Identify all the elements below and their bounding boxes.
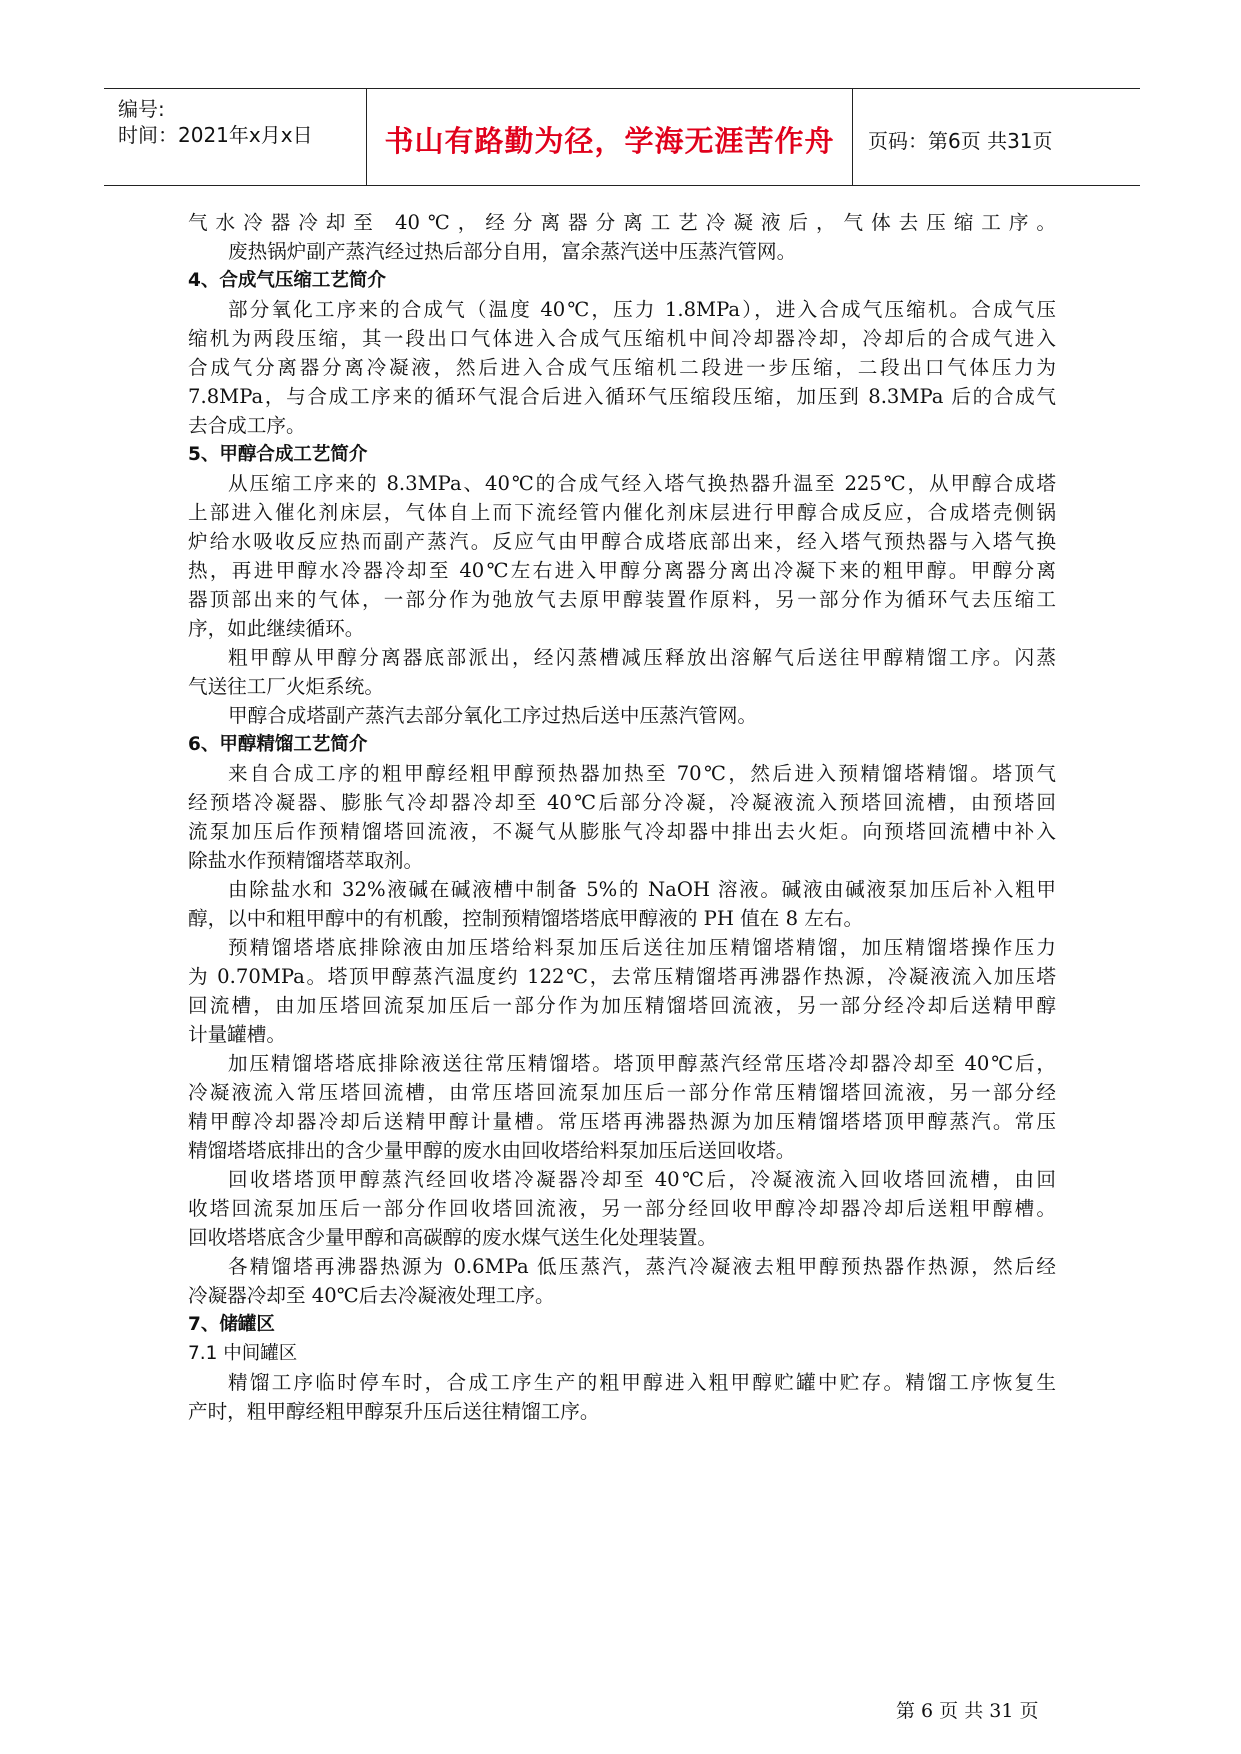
page-header [104, 88, 1140, 186]
body-text-line: 序，如此继续循环。 [188, 617, 365, 640]
section-heading: 4、合成气压缩工艺简介 [188, 270, 386, 291]
document-number-label: 编号: [118, 97, 165, 121]
body-text-line: 各精馏塔再沸器热源为 0.6MPa 低压蒸汽，蒸汽冷凝液去粗甲醇预热器作热源，然后经 [228, 1255, 1056, 1278]
body-text-line: 部分氧化工序来的合成气（温度 40℃，压力 1.8MPa），进入合成气压缩机。合成气压 [228, 298, 1056, 321]
document-time-label: 时间：2021年x月x日 [118, 123, 313, 147]
body-text-line: 产时，粗甲醇经粗甲醇泵升压后送往精馏工序。 [188, 1400, 600, 1423]
header-info-cell [104, 89, 367, 185]
footer-page-number: 第 6 页 共 31 页 [896, 1700, 1039, 1722]
body-text-line: 为 0.70MPa。塔顶甲醇蒸汽温度约 122℃，去常压精馏塔再沸器作热源，冷凝液流入加压塔 [188, 965, 1056, 988]
header-page-cell [854, 89, 1140, 185]
body-text-line: 精甲醇冷却器冷却后送精甲醇计量槽。常压塔再沸器热源为加压精馏塔塔顶甲醇蒸汽。常压 [188, 1110, 1056, 1133]
body-text-line: 冷凝器冷却至 40℃后去冷凝液处理工序。 [188, 1284, 555, 1307]
body-text-line: 加压精馏塔塔底排除液送往常压精馏塔。塔顶甲醇蒸汽经常压塔冷却器冷却至 40℃后， [228, 1052, 1056, 1075]
body-text-line: 炉给水吸收反应热而副产蒸汽。反应气由甲醇合成塔底部出来，经入塔气预热器与入塔气换 [188, 530, 1056, 553]
header-page-number: 页码：第6页 共31页 [868, 129, 1053, 153]
document-body [188, 208, 1056, 1426]
body-text-line: 除盐水作预精馏塔萃取剂。 [188, 849, 424, 872]
body-text-line: 7.8MPa，与合成工序来的循环气混合后进入循环气压缩段压缩，加压到 8.3MPa 后的合成气 [188, 385, 1056, 408]
body-text-line: 来自合成工序的粗甲醇经粗甲醇预热器加热至 70℃，然后进入预精馏塔精馏。塔顶气 [228, 762, 1056, 785]
header-motto-cell [367, 89, 853, 185]
body-text-line: 收塔回流泵加压后一部分作回收塔回流液，另一部分经回收甲醇冷却器冷却后送粗甲醇槽。 [188, 1197, 1056, 1220]
body-text-line: 经预塔冷凝器、膨胀气冷却器冷却至 40℃后部分冷凝，冷凝液流入预塔回流槽，由预塔回 [188, 791, 1056, 814]
body-text-line: 气送往工厂火炬系统。 [188, 675, 384, 698]
body-text-line: 去合成工序。 [188, 414, 306, 437]
body-text-line: 气水冷器冷却至 40℃，经分离器分离工艺冷凝液后，气体去压缩工序。 [188, 211, 1056, 234]
body-text-line: 由除盐水和 32%液碱在碱液槽中制备 5%的 NaOH 溶液。碱液由碱液泵加压后补入粗甲 [228, 878, 1056, 901]
body-text-line: 精馏工序临时停车时，合成工序生产的粗甲醇进入粗甲醇贮罐中贮存。精馏工序恢复生 [228, 1371, 1056, 1394]
body-text-line: 回收塔塔顶甲醇蒸汽经回收塔冷凝器冷却至 40℃后，冷凝液流入回收塔回流槽，由回 [228, 1168, 1056, 1191]
section-heading: 7、储罐区 [188, 1314, 275, 1335]
body-text-line: 精馏塔塔底排出的含少量甲醇的废水由回收塔给料泵加压后送回收塔。 [188, 1139, 796, 1162]
body-text-line: 流泵加压后作预精馏塔回流液，不凝气从膨胀气冷却器中排出去火炬。向预塔回流槽中补入 [188, 820, 1056, 843]
body-text-line: 甲醇合成塔副产蒸汽去部分氧化工序过热后送中压蒸汽管网。 [228, 704, 758, 727]
body-text-line: 粗甲醇从甲醇分离器底部派出，经闪蒸槽减压释放出溶解气后送往甲醇精馏工序。闪蒸 [228, 646, 1056, 669]
body-text-line: 醇，以中和粗甲醇中的有机酸，控制预精馏塔塔底甲醇液的 PH 值在 8 左右。 [188, 907, 864, 930]
subsection-heading: 7.1 中间罐区 [188, 1343, 298, 1364]
section-heading: 6、甲醇精馏工艺简介 [188, 734, 368, 755]
body-text-line: 回收塔塔底含少量甲醇和高碳醇的废水煤气送生化处理装置。 [188, 1226, 718, 1249]
body-text-line: 冷凝液流入常压塔回流槽，由常压塔回流泵加压后一部分作常压精馏塔回流液，另一部分经 [188, 1081, 1056, 1104]
body-text-line: 回流槽，由加压塔回流泵加压后一部分作为加压精馏塔回流液，另一部分经冷却后送精甲醇 [188, 994, 1056, 1017]
section-heading: 5、甲醇合成工艺简介 [188, 444, 368, 465]
body-text-line: 废热锅炉副产蒸汽经过热后部分自用，富余蒸汽送中压蒸汽管网。 [228, 240, 797, 263]
body-text-line: 热，再进甲醇水冷器冷却至 40℃左右进入甲醇分离器分离出冷凝下来的粗甲醇。甲醇分离 [188, 559, 1056, 582]
body-text-line: 计量罐槽。 [188, 1023, 286, 1046]
header-motto: 书山有路勤为径，学海无涯苦作舟 [384, 124, 835, 158]
body-text-line: 合成气分离器分离冷凝液，然后进入合成气压缩机二段进一步压缩，二段出口气体压力为 [188, 356, 1056, 379]
body-text-line: 预精馏塔塔底排除液由加压塔给料泵加压后送往加压精馏塔精馏，加压精馏塔操作压力 [228, 936, 1056, 959]
body-text-line: 缩机为两段压缩，其一段出口气体进入合成气压缩机中间冷却器冷却，冷却后的合成气进入 [188, 327, 1056, 350]
body-text-line: 上部进入催化剂床层，气体自上而下流经管内催化剂床层进行甲醇合成反应，合成塔壳侧锅 [188, 501, 1056, 524]
body-text-line: 从压缩工序来的 8.3MPa、40℃的合成气经入塔气换热器升温至 225℃，从甲醇合成塔 [228, 472, 1056, 495]
body-text-line: 器顶部出来的气体，一部分作为弛放气去原甲醇装置作原料，另一部分作为循环气去压缩工 [188, 588, 1056, 611]
